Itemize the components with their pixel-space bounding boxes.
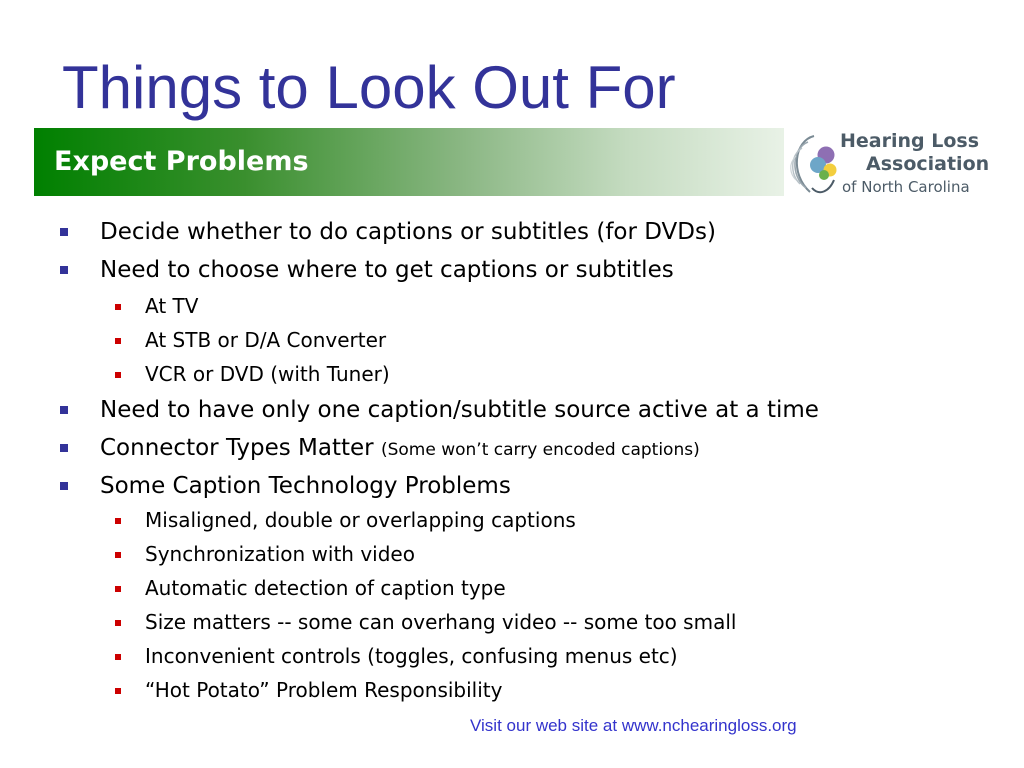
bullet-text: Inconvenient controls (toggles, confusing menus etc) xyxy=(145,644,678,668)
website-link[interactable]: Visit our web site at www.nchearingloss.org xyxy=(470,716,797,735)
bullet-text: Decide whether to do captions or subtitles (for DVDs) xyxy=(100,219,716,245)
square-bullet-icon xyxy=(115,620,121,626)
square-bullet-icon xyxy=(115,338,121,344)
square-bullet-icon xyxy=(60,406,68,414)
square-bullet-icon xyxy=(60,266,68,274)
bullet-text: Need to choose where to get captions or subtitles xyxy=(100,257,674,283)
bullet-text: Size matters -- some can overhang video -- some too small xyxy=(145,610,737,634)
organization-logo xyxy=(784,126,994,202)
hlaa-logo-icon xyxy=(784,126,844,202)
bullet-text: At STB or D/A Converter xyxy=(145,328,387,352)
bullet-text: Some Caption Technology Problems xyxy=(100,473,511,499)
bullet-text: At TV xyxy=(145,294,199,318)
bullet-text: Synchronization with video xyxy=(145,542,415,566)
bullet-text: Automatic detection of caption type xyxy=(145,576,506,600)
bullet-text: Misaligned, double or overlapping captions xyxy=(145,508,576,532)
bullet-note: (Some won’t carry encoded captions) xyxy=(380,440,700,460)
square-bullet-icon xyxy=(115,688,121,694)
square-bullet-icon xyxy=(115,518,121,524)
square-bullet-icon xyxy=(115,586,121,592)
section-title: Expect Problems xyxy=(54,146,309,177)
bullet-text: “Hot Potato” Problem Responsibility xyxy=(145,678,503,702)
bullet-text-with-note xyxy=(100,432,700,466)
logo-text-line-1: Hearing Loss xyxy=(840,130,980,152)
slide-title: Things to Look Out For xyxy=(62,54,676,121)
square-bullet-icon xyxy=(115,552,121,558)
logo-text-line-3: of North Carolina xyxy=(842,178,970,196)
bullet-text: VCR or DVD (with Tuner) xyxy=(145,362,390,386)
bullet-text: Connector Types Matter xyxy=(100,435,374,461)
square-bullet-icon xyxy=(60,444,68,452)
square-bullet-icon xyxy=(60,228,68,236)
bullet-text: Need to have only one caption/subtitle source active at a time xyxy=(100,397,819,423)
square-bullet-icon xyxy=(115,304,121,310)
square-bullet-icon xyxy=(115,654,121,660)
square-bullet-icon xyxy=(60,482,68,490)
logo-text-line-2: Association xyxy=(866,153,990,175)
square-bullet-icon xyxy=(115,372,121,378)
